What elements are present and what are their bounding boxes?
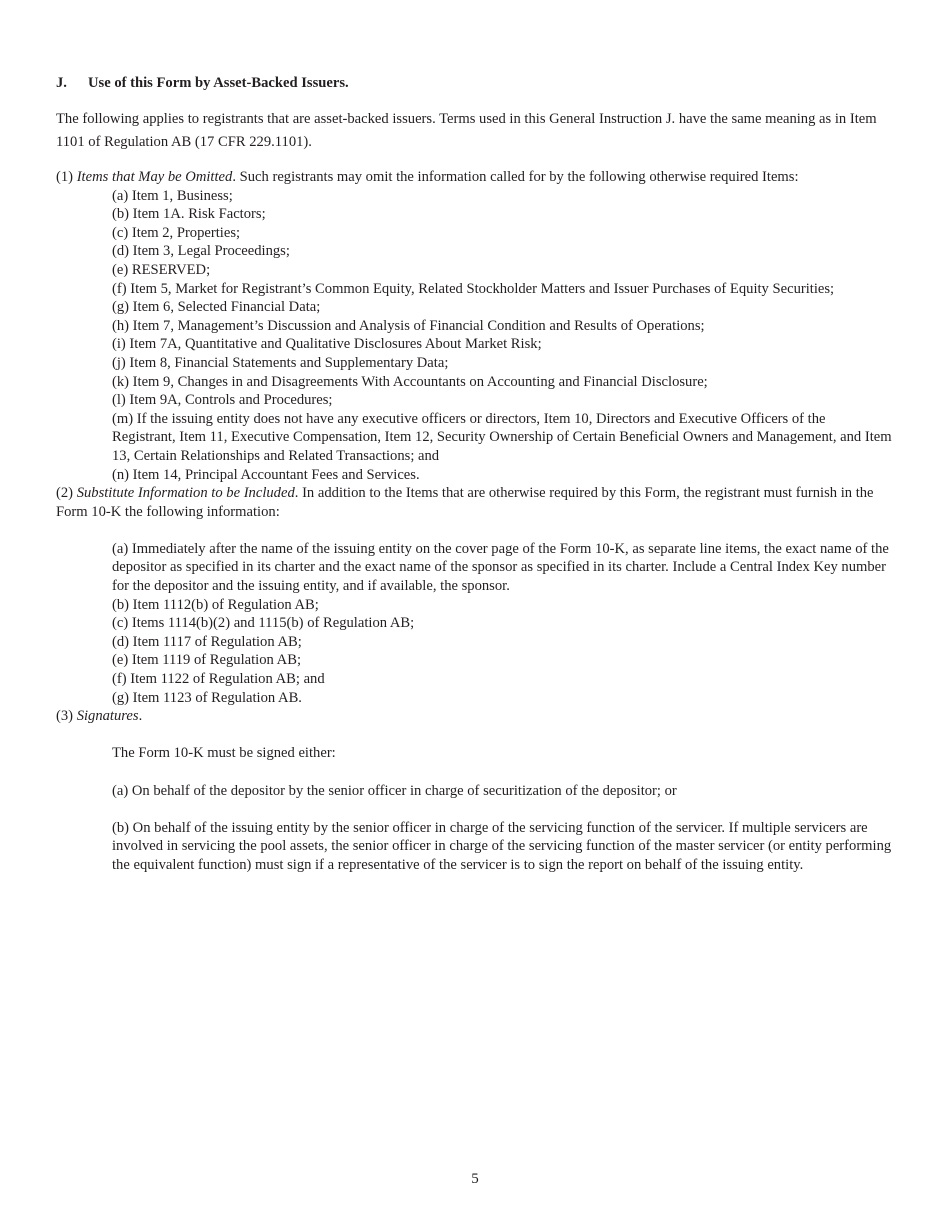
part3-lead [56, 707, 892, 726]
signature-option-a: (a) On behalf of the depositor by the senior officer in charge of securitization of the depositor; or [112, 782, 677, 799]
list-item: (e) Item 1119 of Regulation AB; [112, 652, 302, 669]
part1-lead [56, 168, 892, 187]
list-item: (a) Item 1, Business; [112, 187, 233, 204]
list-item: (c) Item 2, Properties; [112, 224, 241, 241]
part1-title: Items that May be Omitted [76, 169, 233, 185]
list-item: (j) Item 8, Financial Statements and Supplementary Data; [112, 354, 449, 371]
list-item: (k) Item 9, Changes in and Disagreements With Accountants on Accounting and Financial Disclosure; [112, 373, 708, 390]
section-number: J. [56, 75, 67, 91]
list-item: (i) Item 7A, Quantitative and Qualitative Disclosures About Market Risk; [112, 336, 542, 353]
part2-text: . In addition to the Items that are otherwise required by this Form, the registrant must furnish in the Form 10-K the following information: [56, 485, 874, 520]
list-item: (g) Item 1123 of Regulation AB. [112, 689, 302, 706]
part3-number: (3) [56, 708, 74, 725]
signature-option-b: (b) On behalf of the issuing entity by the senior officer in charge of the servicing function of the servicer. If multiple servicers are involved in servicing the pool assets, the senior officer in charge of the servicing function of the master servicer (or entity performing the equivalent function) must sign if a representative of the servicer is to sign the report on behalf of the issuing entity. [112, 819, 892, 873]
list-item: (l) Item 9A, Controls and Procedures; [112, 392, 333, 409]
list-item: (e) RESERVED; [112, 261, 211, 278]
list-item: (m) If the issuing entity does not have any executive officers or directors, Item 10, Directors and Executive Officers of the Registrant, Item 11, Executive Compensation, Item 12, Security Ownership of Certain Beneficial Owners and Management, and Item 13, Certain Relationships and Related Transactions; and [112, 410, 892, 464]
document-page [56, 74, 892, 875]
page-number: 5 [471, 1171, 479, 1187]
section-title: Use of this Form by Asset-Backed Issuers. [88, 75, 349, 91]
part3-title-suffix: . [138, 708, 143, 725]
section-heading [56, 74, 892, 92]
intro-paragraph: The following applies to registrants that are asset-backed issuers. Terms used in this General Instruction J. have the same meaning as in Item 1101 of Regulation AB (17 CFR 229.1101). [56, 111, 877, 150]
list-item: (h) Item 7, Management’s Discussion and Analysis of Financial Condition and Results of Operations; [112, 317, 705, 334]
list-item: (d) Item 3, Legal Proceedings; [112, 243, 290, 260]
list-item: (d) Item 1117 of Regulation AB; [112, 633, 302, 650]
part2-title: Substitute Information to be Included [76, 485, 295, 502]
part1-text: . Such registrants may omit the information called for by the following otherwise required Items: [232, 169, 799, 185]
list-item: (b) Item 1A. Risk Factors; [112, 206, 266, 223]
list-item: (a) Immediately after the name of the issuing entity on the cover page of the Form 10-K, as separate line items, the exact name of the depositor as specified in its charter and the exact name of the sponsor as specified in its charter. Include a Central Index Key number for the depositor and the issuing entity, and if available, the sponsor. [112, 540, 889, 595]
list-item: (b) Item 1112(b) of Regulation AB; [112, 596, 319, 613]
list-item: (f) Item 5, Market for Registrant’s Common Equity, Related Stockholder Matters and Issuer Purchases of Equity Securities; [112, 280, 835, 297]
part1-item-list [56, 187, 892, 485]
part2-item-list [56, 540, 892, 707]
list-item: (g) Item 6, Selected Financial Data; [112, 299, 321, 316]
part3-title: Signatures [76, 708, 139, 725]
list-item: (n) Item 14, Principal Accountant Fees and Services. [112, 466, 420, 483]
part1-number: (1) [56, 169, 74, 185]
part2-number: (2) [56, 485, 74, 502]
signature-lead: The Form 10-K must be signed either: [112, 745, 336, 762]
list-item: (c) Items 1114(b)(2) and 1115(b) of Regulation AB; [112, 615, 415, 632]
part2-lead [56, 484, 892, 521]
list-item: (f) Item 1122 of Regulation AB; and [112, 671, 325, 688]
